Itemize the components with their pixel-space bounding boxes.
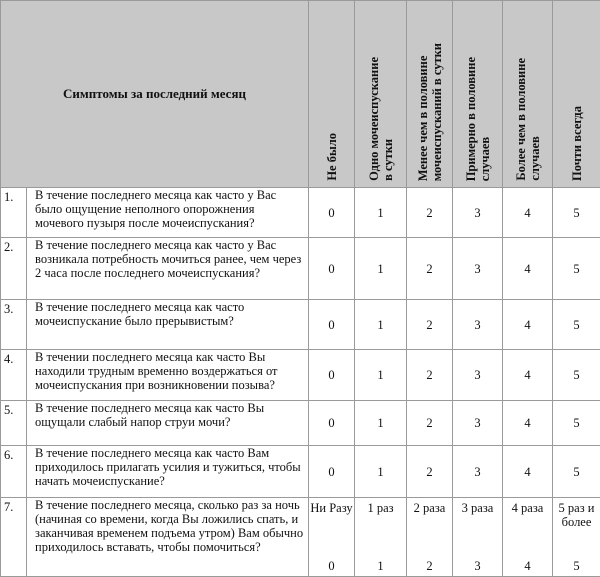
table-title: Симптомы за последний месяц <box>1 1 309 188</box>
score-cell: 3 <box>453 401 503 446</box>
column-header-more-than-half: Более чем в половине случаев <box>503 1 553 188</box>
question-text: В течение последнего месяца, сколько раз за ночь (начиная со времени, когда Вы ложились спать, и заканчивая временем подъема утром) Вам обычно приходилось вставать, чтобы помочиться? <box>27 498 309 577</box>
score-cell: 0 <box>309 401 355 446</box>
column-header-about-half: Примерно в половине случаев <box>453 1 503 188</box>
table-row <box>1 350 600 401</box>
row-number: 5. <box>1 401 27 446</box>
score-cell: 4 <box>503 188 553 238</box>
score-cell: 0 <box>309 238 355 300</box>
option-label: 1 раз <box>367 501 393 515</box>
row-number: 6. <box>1 446 27 498</box>
score-cell: 4 <box>503 350 553 401</box>
question-text: В течение последнего месяца как часто Вам приходилось прилагать усилия и тужиться, чтобы начать мочеиспускание? <box>27 446 309 498</box>
score-cell: 2 <box>407 401 453 446</box>
score-cell: 2 <box>407 188 453 238</box>
score-cell: 1 <box>355 300 407 350</box>
table-row <box>1 238 600 300</box>
option-cell <box>355 498 407 577</box>
option-label: 5 раз и более <box>553 501 600 529</box>
score-cell: 1 <box>355 188 407 238</box>
score-value: 2 <box>426 559 432 573</box>
score-value: 0 <box>328 559 334 573</box>
score-cell: 3 <box>453 188 503 238</box>
question-text: В течение последнего месяца как часто мочеиспускание было прерывистым? <box>27 300 309 350</box>
question-text: В течение последнего месяца как часто у Вас возникала потребность мочиться ранее, чем через 2 часа после последнего мочеиспускания? <box>27 238 309 300</box>
score-cell: 5 <box>553 238 600 300</box>
score-cell: 5 <box>553 188 600 238</box>
score-cell: 5 <box>553 446 600 498</box>
score-cell: 5 <box>553 300 600 350</box>
score-cell: 1 <box>355 350 407 401</box>
score-cell: 1 <box>355 401 407 446</box>
score-cell: 5 <box>553 401 600 446</box>
option-cell <box>503 498 553 577</box>
option-label: Ни Разу <box>310 501 352 515</box>
option-cell <box>553 498 600 577</box>
score-cell: 4 <box>503 401 553 446</box>
score-cell: 4 <box>503 300 553 350</box>
row-number: 2. <box>1 238 27 300</box>
row-number: 7. <box>1 498 27 577</box>
table-row <box>1 401 600 446</box>
score-cell: 2 <box>407 238 453 300</box>
score-cell: 4 <box>503 238 553 300</box>
score-cell: 4 <box>503 446 553 498</box>
row-number: 3. <box>1 300 27 350</box>
score-value: 4 <box>524 559 530 573</box>
table-row <box>1 446 600 498</box>
option-cell <box>407 498 453 577</box>
score-cell: 0 <box>309 300 355 350</box>
row-number: 1. <box>1 188 27 238</box>
score-cell: 2 <box>407 300 453 350</box>
score-cell: 0 <box>309 350 355 401</box>
question-text: В течении последнего месяца как часто Вы находили трудным временно воздержаться от мочеиспускания при возникновении позыва? <box>27 350 309 401</box>
table-row <box>1 498 600 577</box>
score-value: 5 <box>573 559 579 573</box>
score-cell: 0 <box>309 446 355 498</box>
score-value: 3 <box>474 559 480 573</box>
column-header-never: Не было <box>309 1 355 188</box>
question-text: В течение последнего месяца как часто у Вас было ощущение неполного опорожнения мочевого пузыря после мочеиспускания? <box>27 188 309 238</box>
score-cell: 1 <box>355 446 407 498</box>
header-row <box>1 1 600 188</box>
score-cell: 1 <box>355 238 407 300</box>
score-cell: 3 <box>453 446 503 498</box>
score-cell: 3 <box>453 350 503 401</box>
score-cell: 3 <box>453 300 503 350</box>
question-text: В течение последнего месяца как часто Вы ощущали слабый напор струи мочи? <box>27 401 309 446</box>
option-cell <box>453 498 503 577</box>
score-cell: 5 <box>553 350 600 401</box>
column-header-almost-always: Почти всегда <box>553 1 600 188</box>
score-cell: 3 <box>453 238 503 300</box>
option-label: 2 раза <box>414 501 446 515</box>
column-header-once-a-day: Одно мочеиспускание в сутки <box>355 1 407 188</box>
option-label: 4 раза <box>512 501 544 515</box>
score-cell: 2 <box>407 446 453 498</box>
row-number: 4. <box>1 350 27 401</box>
column-header-less-than-half: Менее чем в половине мочеиспусканий в сутки <box>407 1 453 188</box>
option-cell <box>309 498 355 577</box>
score-cell: 0 <box>309 188 355 238</box>
table-row <box>1 300 600 350</box>
option-label: 3 раза <box>462 501 494 515</box>
score-value: 1 <box>377 559 383 573</box>
table-row <box>1 188 600 238</box>
score-cell: 2 <box>407 350 453 401</box>
